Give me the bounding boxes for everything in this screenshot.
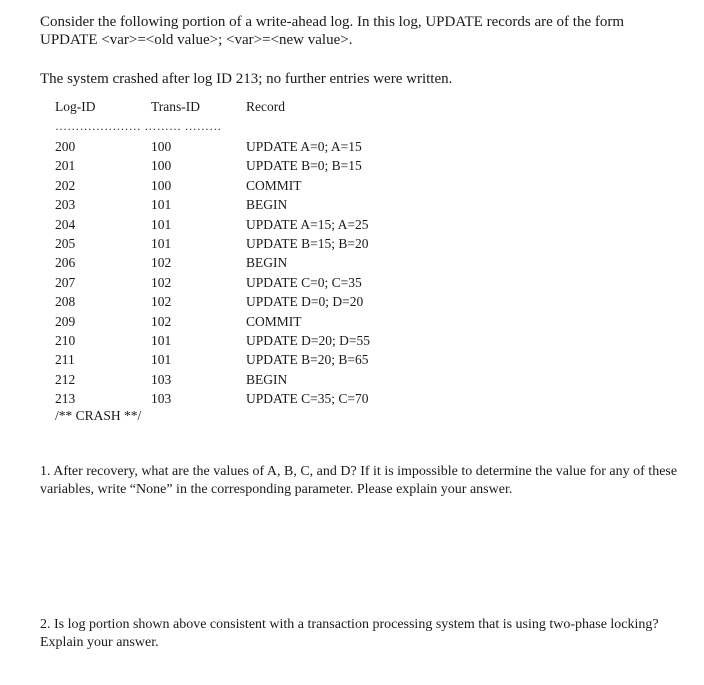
trans-id-cell: 103 <box>151 371 172 387</box>
trans-id-cell: 101 <box>151 197 172 213</box>
log-row <box>55 217 455 235</box>
record-cell: UPDATE D=0; D=20 <box>246 294 364 310</box>
record-cell: BEGIN <box>246 371 288 387</box>
log-id-cell: 201 <box>55 158 76 174</box>
crash-note: The system crashed after log ID 213; no further entries were written. <box>40 71 453 87</box>
header-trans-id: Trans-ID <box>151 99 201 114</box>
log-row <box>55 352 455 370</box>
trans-id-cell: 102 <box>151 255 172 271</box>
log-row <box>55 139 455 157</box>
intro-paragraph <box>40 13 690 49</box>
record-cell: UPDATE C=35; C=70 <box>246 391 369 407</box>
log-id-cell: 209 <box>55 313 76 329</box>
log-id-cell: 212 <box>55 371 76 387</box>
trans-id-cell: 100 <box>151 158 172 174</box>
record-cell: COMMIT <box>246 177 302 193</box>
trans-id-cell: 101 <box>151 352 172 368</box>
log-id-cell: 211 <box>55 352 75 368</box>
log-row <box>55 372 455 390</box>
trans-id-cell: 100 <box>151 177 172 193</box>
log-row <box>55 275 455 293</box>
record-cell: UPDATE B=15; B=20 <box>246 236 369 251</box>
record-cell: UPDATE B=20; B=65 <box>246 352 369 368</box>
record-cell: UPDATE B=0; B=15 <box>246 158 362 174</box>
log-id-cell: 205 <box>55 236 76 251</box>
log-row <box>55 236 455 254</box>
record-cell: UPDATE A=0; A=15 <box>246 139 362 154</box>
question-2: 2. Is log portion shown above consistent with a transaction processing system that is using two-phase locking? Explain your answer. <box>40 617 659 650</box>
log-id-cell: 200 <box>55 139 76 154</box>
log-id-cell: 202 <box>55 177 76 193</box>
log-row <box>55 391 455 409</box>
log-id-cell: 208 <box>55 294 76 310</box>
trans-id-cell: 102 <box>151 294 172 310</box>
log-id-cell: 207 <box>55 274 76 290</box>
log-row <box>55 197 455 215</box>
crash-marker: /** CRASH **/ <box>55 408 142 423</box>
trans-id-cell: 101 <box>151 216 172 232</box>
trans-id-cell: 101 <box>151 236 172 251</box>
log-row <box>55 333 455 351</box>
log-table-header <box>55 99 455 117</box>
question-1: 1. After recovery, what are the values of A, B, C, and D? If it is impossible to determine the value for any of these variables, write “None” in the corresponding parameter. Please explain your answer. <box>40 464 678 497</box>
log-id-cell: 204 <box>55 216 76 232</box>
trans-id-cell: 100 <box>151 139 172 154</box>
trans-id-cell: 101 <box>151 333 172 348</box>
header-record: Record <box>246 99 285 114</box>
record-cell: BEGIN <box>246 255 288 271</box>
trans-id-cell: 102 <box>151 274 172 290</box>
log-row <box>55 158 455 176</box>
trans-id-cell: 102 <box>151 313 172 329</box>
trans-id-cell: 103 <box>151 391 172 407</box>
record-cell: UPDATE A=15; A=25 <box>246 216 369 232</box>
intro-line-2: UPDATE <var>=<old value>; <var>=<new value>. <box>40 32 353 48</box>
header-separator: ………………… ……… ……… <box>55 119 222 133</box>
log-row <box>55 178 455 196</box>
log-row <box>55 314 455 332</box>
log-id-cell: 213 <box>55 391 76 407</box>
log-id-cell: 206 <box>55 255 76 271</box>
header-log-id: Log-ID <box>55 99 96 114</box>
log-row <box>55 255 455 273</box>
log-id-cell: 203 <box>55 197 76 213</box>
log-row <box>55 294 455 312</box>
record-cell: UPDATE C=0; C=35 <box>246 274 362 290</box>
record-cell: BEGIN <box>246 197 288 213</box>
record-cell: COMMIT <box>246 313 302 329</box>
record-cell: UPDATE D=20; D=55 <box>246 333 370 348</box>
intro-line-1: Consider the following portion of a write-ahead log. In this log, UPDATE records are of the form <box>40 14 625 30</box>
log-id-cell: 210 <box>55 333 76 348</box>
